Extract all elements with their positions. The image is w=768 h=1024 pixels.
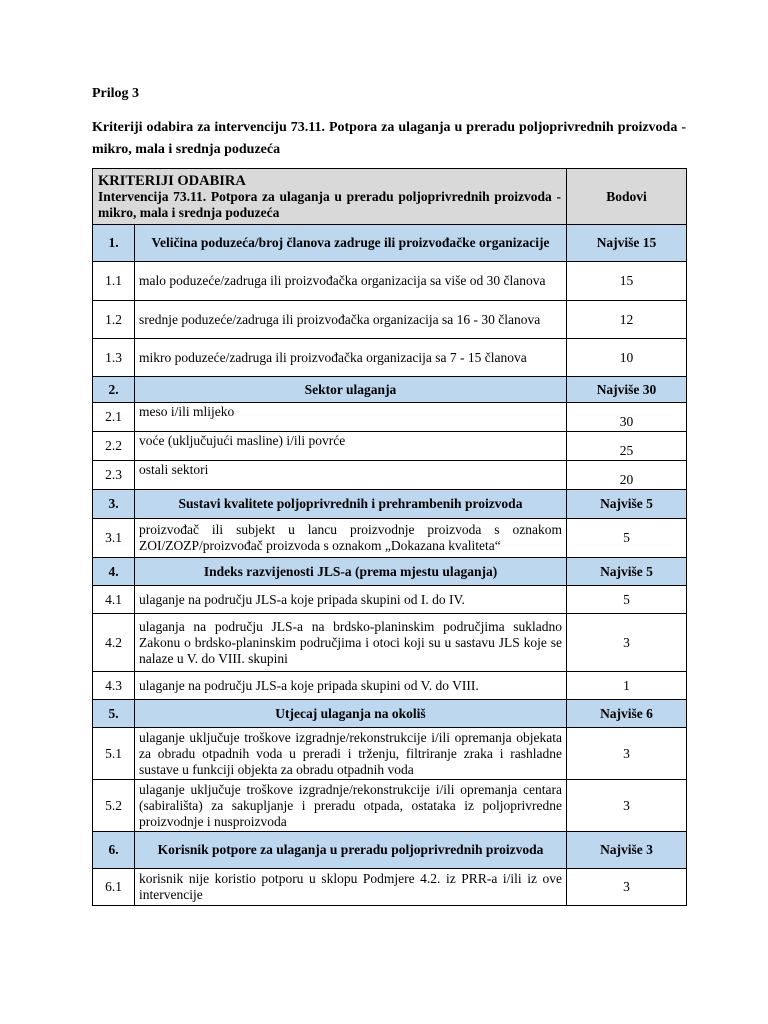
criterion-points: 20 — [567, 461, 687, 490]
section-title: Korisnik potpore za ulaganja u preradu poljoprivrednih proizvoda — [135, 832, 567, 869]
criterion-row — [93, 403, 687, 432]
section-number: 2. — [93, 377, 135, 403]
header-intervention-text: Intervencija 73.11. Potpora za ulaganja u preradu poljoprivrednih proizvoda - mikro, mala i srednja poduzeća — [98, 188, 561, 220]
criterion-points: 25 — [567, 432, 687, 461]
criterion-row — [93, 301, 687, 339]
table-header-row — [93, 169, 687, 225]
section-row — [93, 558, 687, 586]
criterion-number: 5.1 — [93, 728, 135, 780]
section-max-points: Najviše 15 — [567, 225, 687, 262]
section-title: Sustavi kvalitete poljoprivrednih i prehrambenih proizvoda — [135, 490, 567, 519]
criterion-points: 1 — [567, 672, 687, 700]
criterion-number: 4.1 — [93, 586, 135, 614]
criterion-number: 2.1 — [93, 403, 135, 432]
criterion-number: 1.1 — [93, 262, 135, 301]
criterion-points: 3 — [567, 780, 687, 832]
criterion-number: 4.3 — [93, 672, 135, 700]
section-row — [93, 832, 687, 869]
criterion-points: 3 — [567, 728, 687, 780]
criterion-row — [93, 339, 687, 377]
criterion-number: 2.2 — [93, 432, 135, 461]
section-max-points: Najviše 6 — [567, 700, 687, 728]
section-number: 5. — [93, 700, 135, 728]
section-title: Sektor ulaganja — [135, 377, 567, 403]
section-title: Veličina poduzeća/broj članova zadruge ili proizvođačke organizacije — [135, 225, 567, 262]
section-number: 6. — [93, 832, 135, 869]
criterion-row — [93, 432, 687, 461]
criterion-points: 3 — [567, 614, 687, 672]
criterion-number: 3.1 — [93, 519, 135, 558]
criterion-number: 1.2 — [93, 301, 135, 339]
section-max-points: Najviše 3 — [567, 832, 687, 869]
criterion-points: 10 — [567, 339, 687, 377]
criterion-text: korisnik nije koristio potporu u sklopu Podmjere 4.2. iz PRR-a i/ili iz ove intervencije — [135, 869, 567, 906]
criteria-table — [92, 168, 687, 906]
section-title: Indeks razvijenosti JLS-a (prema mjestu ulaganja) — [135, 558, 567, 586]
criterion-row — [93, 780, 687, 832]
criterion-number: 4.2 — [93, 614, 135, 672]
criterion-text: ulaganje uključuje troškove izgradnje/rekonstrukcije i/ili opremanja objekata za obradu otpadnih voda u preradi i trženju, filtriranje zraka i rashladne sustave u funkciji objekta za obradu otpadnih voda — [135, 728, 567, 780]
header-label: KRITERIJI ODABIRA — [98, 172, 246, 189]
criterion-row — [93, 519, 687, 558]
criterion-number: 1.3 — [93, 339, 135, 377]
criterion-text: mikro poduzeće/zadruga ili proizvođačka organizacija sa 7 - 15 članova — [135, 339, 567, 377]
section-row — [93, 700, 687, 728]
criterion-row — [93, 728, 687, 780]
criterion-row — [93, 586, 687, 614]
section-max-points: Najviše 5 — [567, 558, 687, 586]
criterion-row — [93, 869, 687, 906]
section-row — [93, 377, 687, 403]
criterion-points: 5 — [567, 586, 687, 614]
section-title: Utjecaj ulaganja na okoliš — [135, 700, 567, 728]
criterion-text: voće (uključujući masline) i/ili povrće — [135, 432, 567, 461]
annex-label: Prilog 3 — [92, 86, 140, 101]
criterion-number: 6.1 — [93, 869, 135, 906]
criterion-text: ulaganje na području JLS-a koje pripada skupini od V. do VIII. — [135, 672, 567, 700]
criterion-row — [93, 461, 687, 490]
criterion-points: 5 — [567, 519, 687, 558]
criterion-text: proizvođač ili subjekt u lancu proizvodnje proizvoda s oznakom ZOI/ZOZP/proizvođač proizvoda s oznakom „Dokazana kvaliteta“ — [135, 519, 567, 558]
criterion-text: ostali sektori — [135, 461, 567, 490]
criterion-number: 2.3 — [93, 461, 135, 490]
section-row — [93, 490, 687, 519]
section-number: 3. — [93, 490, 135, 519]
section-number: 4. — [93, 558, 135, 586]
criterion-text: malo poduzeće/zadruga ili proizvođačka organizacija sa više od 30 članova — [135, 262, 567, 301]
section-number: 1. — [93, 225, 135, 262]
header-points: Bodovi — [567, 169, 687, 225]
criterion-number: 5.2 — [93, 780, 135, 832]
section-max-points: Najviše 5 — [567, 490, 687, 519]
criterion-text: srednje poduzeće/zadruga ili proizvođačka organizacija sa 16 - 30 članova — [135, 301, 567, 339]
header-criteria-cell — [93, 169, 567, 225]
criterion-text: ulaganje uključuje troškove izgradnje/rekonstrukcije i/ili opremanja centara (sabirališta) za sakupljanje i preradu otpada, ostataka iz poljoprivredne proizvodnje i nusproizvoda — [135, 780, 567, 832]
criterion-points: 30 — [567, 403, 687, 432]
document-title: Kriteriji odabira za intervenciju 73.11. Potpora za ulaganja u preradu poljoprivrednih proizvoda - mikro, mala i srednja poduzeća — [92, 120, 686, 157]
criterion-text: meso i/ili mlijeko — [135, 403, 567, 432]
criterion-points: 12 — [567, 301, 687, 339]
criterion-row — [93, 672, 687, 700]
criterion-points: 15 — [567, 262, 687, 301]
criterion-points: 3 — [567, 869, 687, 906]
section-row — [93, 225, 687, 262]
section-max-points: Najviše 30 — [567, 377, 687, 403]
criterion-row — [93, 614, 687, 672]
criterion-text: ulaganje na području JLS-a koje pripada skupini od I. do IV. — [135, 586, 567, 614]
criterion-text: ulaganja na području JLS-a na brdsko-planinskim područjima sukladno Zakonu o brdsko-planinskim područjima i otoci koji su u sastavu JLS koje se nalaze u V. do VIII. skupini — [135, 614, 567, 672]
criterion-row — [93, 262, 687, 301]
